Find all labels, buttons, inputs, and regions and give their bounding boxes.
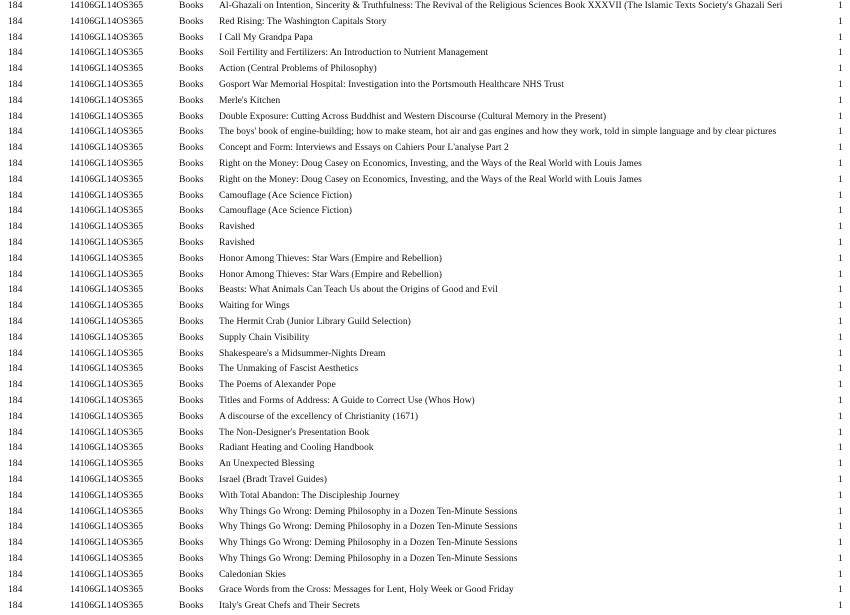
cell-category: Books — [179, 47, 204, 59]
cell-code: 14106GL14OS365 — [70, 410, 144, 422]
cell-id: 184 — [8, 268, 23, 280]
cell-code: 14106GL14OS365 — [70, 126, 144, 138]
cell-code: 14106GL14OS365 — [70, 552, 144, 564]
cell-title: Gosport War Memorial Hospital: Investigation into the Portsmouth Healthcare NHS Trust — [219, 78, 564, 90]
cell-quantity: 1 — [838, 47, 843, 59]
cell-quantity: 1 — [838, 110, 843, 122]
table-row[interactable] — [0, 188, 850, 204]
cell-code: 14106GL14OS365 — [70, 473, 144, 485]
table-row[interactable] — [0, 361, 850, 377]
cell-category: Books — [179, 268, 204, 280]
cell-id: 184 — [8, 221, 23, 233]
cell-id: 184 — [8, 284, 23, 296]
cell-category: Books — [179, 63, 204, 75]
cell-category: Books — [179, 173, 204, 185]
cell-id: 184 — [8, 63, 23, 75]
cell-code: 14106GL14OS365 — [70, 205, 144, 217]
cell-category: Books — [179, 489, 204, 501]
cell-id: 184 — [8, 189, 23, 201]
cell-category: Books — [179, 394, 204, 406]
table-row[interactable] — [0, 346, 850, 362]
table-row[interactable] — [0, 124, 850, 140]
cell-quantity: 1 — [838, 379, 843, 391]
table-row[interactable] — [0, 456, 850, 472]
cell-category: Books — [179, 426, 204, 438]
cell-id: 184 — [8, 379, 23, 391]
cell-quantity: 1 — [838, 15, 843, 27]
table-row[interactable] — [0, 298, 850, 314]
cell-title: Waiting for Wings — [219, 300, 290, 312]
cell-category: Books — [179, 0, 204, 11]
cell-category: Books — [179, 537, 204, 549]
cell-code: 14106GL14OS365 — [70, 537, 144, 549]
cell-quantity: 1 — [838, 284, 843, 296]
cell-quantity: 1 — [838, 31, 843, 43]
table-row[interactable] — [0, 440, 850, 456]
cell-code: 14106GL14OS365 — [70, 458, 144, 470]
cell-category: Books — [179, 157, 204, 169]
cell-quantity: 1 — [838, 363, 843, 375]
cell-category: Books — [179, 331, 204, 343]
cell-quantity: 1 — [838, 394, 843, 406]
table-row[interactable] — [0, 203, 850, 219]
cell-title: Double Exposure: Cutting Across Buddhist and Western Discourse (Cultural Memory in the Present) — [219, 110, 607, 122]
cell-code: 14106GL14OS365 — [70, 142, 144, 154]
table-row[interactable] — [0, 219, 850, 235]
cell-quantity: 1 — [838, 157, 843, 169]
table-row[interactable] — [0, 30, 850, 46]
cell-title: The boys' book of engine-building; how to make steam, hot air and gas engines and how they work, told in simple language and by clear pictures — [219, 126, 777, 138]
cell-title: Ravished — [219, 236, 255, 248]
cell-quantity: 1 — [838, 94, 843, 106]
table-row[interactable] — [0, 519, 850, 535]
cell-title: Action (Central Problems of Philosophy) — [219, 63, 377, 75]
cell-category: Books — [179, 94, 204, 106]
cell-code: 14106GL14OS365 — [70, 252, 144, 264]
cell-quantity: 1 — [838, 126, 843, 138]
table-row[interactable] — [0, 472, 850, 488]
cell-code: 14106GL14OS365 — [70, 31, 144, 43]
cell-id: 184 — [8, 315, 23, 327]
cell-title: Honor Among Thieves: Star Wars (Empire and Rebellion) — [219, 252, 442, 264]
cell-title: Caledonian Skies — [219, 568, 286, 580]
cell-title: Why Things Go Wrong: Deming Philosophy in a Dozen Ten-Minute Sessions — [219, 505, 518, 517]
cell-category: Books — [179, 458, 204, 470]
table-row[interactable] — [0, 330, 850, 346]
cell-code: 14106GL14OS365 — [70, 284, 144, 296]
cell-id: 184 — [8, 489, 23, 501]
table-row[interactable] — [0, 314, 850, 330]
cell-id: 184 — [8, 0, 23, 11]
cell-category: Books — [179, 189, 204, 201]
cell-quantity: 1 — [838, 173, 843, 185]
cell-title: With Total Abandon: The Discipleship Journey — [219, 489, 400, 501]
cell-quantity: 1 — [838, 221, 843, 233]
cell-quantity: 1 — [838, 458, 843, 470]
cell-code: 14106GL14OS365 — [70, 300, 144, 312]
cell-code: 14106GL14OS365 — [70, 442, 144, 454]
cell-quantity: 1 — [838, 347, 843, 359]
cell-id: 184 — [8, 94, 23, 106]
cell-category: Books — [179, 142, 204, 154]
cell-title: Why Things Go Wrong: Deming Philosophy in a Dozen Ten-Minute Sessions — [219, 552, 518, 564]
cell-code: 14106GL14OS365 — [70, 0, 144, 11]
cell-quantity: 1 — [838, 600, 843, 612]
cell-quantity: 1 — [838, 410, 843, 422]
cell-quantity: 1 — [838, 63, 843, 75]
cell-code: 14106GL14OS365 — [70, 268, 144, 280]
cell-quantity: 1 — [838, 300, 843, 312]
table-row[interactable] — [0, 14, 850, 30]
table-row[interactable] — [0, 172, 850, 188]
cell-title: Red Rising: The Washington Capitals Story — [219, 15, 387, 27]
cell-code: 14106GL14OS365 — [70, 584, 144, 596]
cell-id: 184 — [8, 584, 23, 596]
cell-code: 14106GL14OS365 — [70, 568, 144, 580]
cell-category: Books — [179, 363, 204, 375]
cell-title: Why Things Go Wrong: Deming Philosophy in a Dozen Ten-Minute Sessions — [219, 521, 518, 533]
table-row[interactable] — [0, 140, 850, 156]
cell-code: 14106GL14OS365 — [70, 600, 144, 612]
cell-title: Why Things Go Wrong: Deming Philosophy in a Dozen Ten-Minute Sessions — [219, 537, 518, 549]
cell-title: Merle's Kitchen — [219, 94, 281, 106]
table-row[interactable] — [0, 0, 850, 14]
cell-title: Shakespeare's a Midsummer-Nights Dream — [219, 347, 386, 359]
cell-code: 14106GL14OS365 — [70, 315, 144, 327]
cell-code: 14106GL14OS365 — [70, 363, 144, 375]
table-row[interactable] — [0, 425, 850, 441]
cell-id: 184 — [8, 521, 23, 533]
cell-category: Books — [179, 584, 204, 596]
cell-category: Books — [179, 505, 204, 517]
table-row[interactable] — [0, 504, 850, 520]
cell-title: I Call My Grandpa Papa — [219, 31, 313, 43]
cell-quantity: 1 — [838, 0, 843, 11]
cell-id: 184 — [8, 458, 23, 470]
table-row[interactable] — [0, 551, 850, 567]
cell-id: 184 — [8, 410, 23, 422]
cell-code: 14106GL14OS365 — [70, 426, 144, 438]
cell-title: Radiant Heating and Cooling Handbook — [219, 442, 374, 454]
cell-code: 14106GL14OS365 — [70, 94, 144, 106]
cell-category: Books — [179, 552, 204, 564]
cell-category: Books — [179, 205, 204, 217]
cell-code: 14106GL14OS365 — [70, 331, 144, 343]
cell-title: Ravished — [219, 221, 255, 233]
cell-quantity: 1 — [838, 505, 843, 517]
cell-quantity: 1 — [838, 331, 843, 343]
cell-id: 184 — [8, 47, 23, 59]
cell-title: Camouflage (Ace Science Fiction) — [219, 189, 352, 201]
cell-category: Books — [179, 252, 204, 264]
cell-category: Books — [179, 110, 204, 122]
cell-category: Books — [179, 15, 204, 27]
cell-title: Grace Words from the Cross: Messages for Lent, Holy Week or Good Friday — [219, 584, 514, 596]
cell-category: Books — [179, 78, 204, 90]
cell-category: Books — [179, 315, 204, 327]
cell-category: Books — [179, 284, 204, 296]
cell-title: The Hermit Crab (Junior Library Guild Selection) — [219, 315, 411, 327]
cell-quantity: 1 — [838, 315, 843, 327]
cell-id: 184 — [8, 363, 23, 375]
cell-quantity: 1 — [838, 268, 843, 280]
cell-quantity: 1 — [838, 552, 843, 564]
cell-quantity: 1 — [838, 537, 843, 549]
cell-quantity: 1 — [838, 78, 843, 90]
cell-id: 184 — [8, 568, 23, 580]
cell-id: 184 — [8, 236, 23, 248]
table-row[interactable] — [0, 251, 850, 267]
cell-id: 184 — [8, 347, 23, 359]
cell-id: 184 — [8, 394, 23, 406]
cell-quantity: 1 — [838, 521, 843, 533]
cell-code: 14106GL14OS365 — [70, 236, 144, 248]
cell-id: 184 — [8, 157, 23, 169]
cell-id: 184 — [8, 205, 23, 217]
cell-category: Books — [179, 236, 204, 248]
table-row[interactable] — [0, 535, 850, 551]
cell-category: Books — [179, 521, 204, 533]
table-row[interactable] — [0, 77, 850, 93]
cell-id: 184 — [8, 78, 23, 90]
cell-id: 184 — [8, 173, 23, 185]
cell-category: Books — [179, 473, 204, 485]
table-row[interactable] — [0, 393, 850, 409]
cell-id: 184 — [8, 110, 23, 122]
cell-id: 184 — [8, 31, 23, 43]
table-row[interactable] — [0, 267, 850, 283]
cell-code: 14106GL14OS365 — [70, 489, 144, 501]
table-row[interactable] — [0, 282, 850, 298]
cell-category: Books — [179, 442, 204, 454]
cell-code: 14106GL14OS365 — [70, 78, 144, 90]
cell-id: 184 — [8, 300, 23, 312]
cell-id: 184 — [8, 426, 23, 438]
cell-category: Books — [179, 379, 204, 391]
cell-quantity: 1 — [838, 252, 843, 264]
cell-category: Books — [179, 568, 204, 580]
cell-title: Al-Ghazali on Intention, Sincerity & Truthfulness: The Revival of the Religious Sciences Book XXXVII (The Islamic Texts Society's Ghazali Seri — [219, 0, 783, 11]
cell-id: 184 — [8, 442, 23, 454]
cell-title: An Unexpected Blessing — [219, 458, 315, 470]
table-row[interactable] — [0, 156, 850, 172]
cell-code: 14106GL14OS365 — [70, 189, 144, 201]
cell-title: Concept and Form: Interviews and Essays on Cahiers Pour L'analyse Part 2 — [219, 142, 509, 154]
cell-quantity: 1 — [838, 584, 843, 596]
cell-id: 184 — [8, 126, 23, 138]
cell-category: Books — [179, 126, 204, 138]
cell-title: Soil Fertility and Fertilizers: An Introduction to Nutrient Management — [219, 47, 489, 59]
table-row[interactable] — [0, 45, 850, 61]
cell-quantity: 1 — [838, 142, 843, 154]
cell-code: 14106GL14OS365 — [70, 394, 144, 406]
cell-category: Books — [179, 600, 204, 612]
cell-id: 184 — [8, 142, 23, 154]
cell-title: The Unmaking of Fascist Aesthetics — [219, 363, 359, 375]
cell-quantity: 1 — [838, 205, 843, 217]
table-row[interactable] — [0, 582, 850, 598]
cell-id: 184 — [8, 473, 23, 485]
table-row[interactable] — [0, 409, 850, 425]
cell-title: A discourse of the excellency of Christianity (1671) — [219, 410, 419, 422]
table-row[interactable] — [0, 567, 850, 583]
table-row[interactable] — [0, 235, 850, 251]
cell-code: 14106GL14OS365 — [70, 379, 144, 391]
cell-title: Italy's Great Chefs and Their Secrets — [219, 600, 360, 612]
cell-title: Right on the Money: Doug Casey on Economics, Investing, and the Ways of the Real World with Louis James — [219, 173, 642, 185]
table-row[interactable] — [0, 377, 850, 393]
cell-category: Books — [179, 221, 204, 233]
cell-quantity: 1 — [838, 473, 843, 485]
cell-category: Books — [179, 300, 204, 312]
cell-id: 184 — [8, 537, 23, 549]
cell-quantity: 1 — [838, 189, 843, 201]
table-row[interactable] — [0, 488, 850, 504]
cell-title: Beasts: What Animals Can Teach Us about the Origins of Good and Evil — [219, 284, 498, 296]
cell-id: 184 — [8, 505, 23, 517]
cell-quantity: 1 — [838, 236, 843, 248]
cell-quantity: 1 — [838, 426, 843, 438]
cell-title: Honor Among Thieves: Star Wars (Empire and Rebellion) — [219, 268, 442, 280]
cell-id: 184 — [8, 331, 23, 343]
cell-code: 14106GL14OS365 — [70, 110, 144, 122]
cell-quantity: 1 — [838, 568, 843, 580]
cell-code: 14106GL14OS365 — [70, 15, 144, 27]
cell-code: 14106GL14OS365 — [70, 173, 144, 185]
cell-quantity: 1 — [838, 489, 843, 501]
cell-quantity: 1 — [838, 442, 843, 454]
cell-id: 184 — [8, 15, 23, 27]
cell-id: 184 — [8, 600, 23, 612]
cell-code: 14106GL14OS365 — [70, 47, 144, 59]
table-row[interactable] — [0, 109, 850, 125]
cell-code: 14106GL14OS365 — [70, 221, 144, 233]
cell-id: 184 — [8, 552, 23, 564]
cell-id: 184 — [8, 252, 23, 264]
cell-title: Supply Chain Visibility — [219, 331, 310, 343]
cell-category: Books — [179, 31, 204, 43]
cell-title: Right on the Money: Doug Casey on Economics, Investing, and the Ways of the Real World with Louis James — [219, 157, 642, 169]
cell-code: 14106GL14OS365 — [70, 521, 144, 533]
cell-title: Titles and Forms of Address: A Guide to Correct Use (Whos How) — [219, 394, 475, 406]
cell-title: Camouflage (Ace Science Fiction) — [219, 205, 352, 217]
cell-code: 14106GL14OS365 — [70, 505, 144, 517]
cell-title: Israel (Bradt Travel Guides) — [219, 473, 327, 485]
cell-category: Books — [179, 347, 204, 359]
cell-category: Books — [179, 410, 204, 422]
cell-title: The Poems of Alexander Pope — [219, 379, 336, 391]
table-row[interactable] — [0, 61, 850, 77]
cell-code: 14106GL14OS365 — [70, 157, 144, 169]
cell-code: 14106GL14OS365 — [70, 63, 144, 75]
cell-title: The Non-Designer's Presentation Book — [219, 426, 370, 438]
table-row[interactable] — [0, 598, 850, 614]
table-row[interactable] — [0, 93, 850, 109]
cell-code: 14106GL14OS365 — [70, 347, 144, 359]
